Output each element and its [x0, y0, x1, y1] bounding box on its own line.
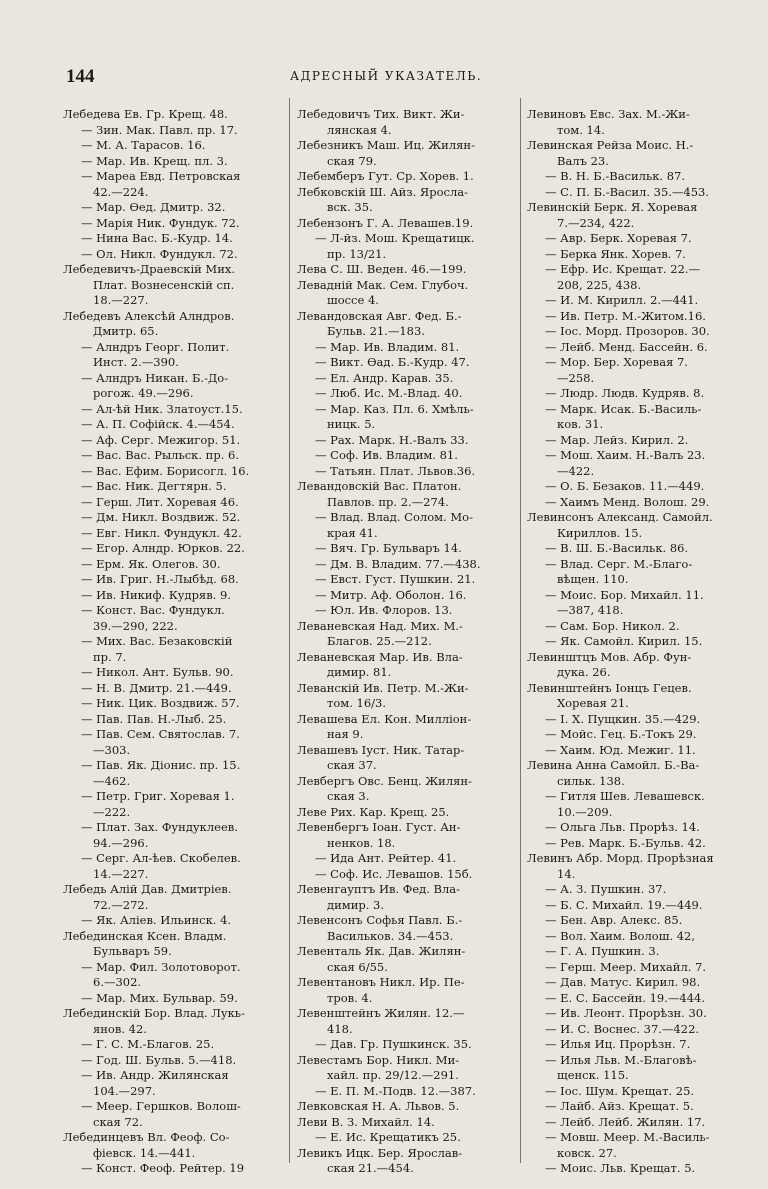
- directory-entry-line: — Никол. Ант. Бульв. 90.: [81, 665, 234, 679]
- directory-entry-line: — Іос. Шум. Крещат. 25.: [545, 1083, 695, 1098]
- directory-entry-line: — Год. Ш. Бульв. 5.—418.: [81, 1052, 237, 1067]
- directory-entry-line: ская 72.: [93, 1114, 143, 1129]
- directory-entry-line: —303.: [93, 742, 131, 757]
- directory-entry-line: — Ефр. Ис. Крещат. 22.—: [545, 262, 701, 276]
- directory-entry-line: фіевск. 14.—441.: [93, 1145, 196, 1160]
- directory-entry-line: Левковская Н. А. Львов. 5.: [297, 1099, 460, 1113]
- directory-entry-line: — Вол. Хаим. Волош. 42,: [545, 928, 696, 943]
- directory-entry-line: 7.—234, 422.: [557, 215, 635, 230]
- directory-entry-line: Левентановъ Никл. Ир. Пе-: [297, 975, 465, 989]
- directory-entry-line: — Влад. Влад. Солом. Мо-: [315, 510, 473, 524]
- directory-entry-line: ковск. 27.: [557, 1145, 617, 1160]
- directory-entry-line: — О. Б. Безаков. 11.—449.: [545, 479, 705, 493]
- directory-entry-line: пр. 13/21.: [327, 246, 387, 261]
- column-divider: [289, 98, 290, 1163]
- directory-entry-line: ная 9.: [327, 727, 364, 741]
- directory-entry-line: — М. А. Тарасов. 16.: [81, 138, 206, 152]
- directory-entry-line: 94.—296.: [93, 835, 149, 850]
- directory-entry-line: дука. 26.: [557, 665, 611, 679]
- directory-entry-line: — Конст. Вас. Фундукл.: [81, 603, 225, 617]
- column-3: [527, 107, 753, 1177]
- directory-entry-line: — Мар. Мих. Бульвар. 59.: [81, 990, 238, 1005]
- directory-entry-line: — Ив. Леонт. Прорѣзн. 30.: [545, 1006, 707, 1020]
- directory-entry-line: — Дав. Гр. Пушкинск. 35.: [315, 1037, 472, 1051]
- directory-entry-line: Лебедь Алій Дав. Дмитріев.: [63, 882, 232, 896]
- directory-entry-line: — Хаим. Юд. Межиг. 11.: [545, 742, 696, 757]
- directory-entry-line: Хоревая 21.: [557, 696, 629, 710]
- directory-entry-line: — Г. А. Пушкин. 3.: [545, 944, 660, 958]
- directory-entry-line: — І. Х. Пущкин. 35.—429.: [545, 711, 701, 726]
- directory-entry-line: —422.: [557, 463, 595, 478]
- directory-entry-line: — Мор. Бер. Хоревая 7.: [545, 355, 688, 369]
- directory-entry-line: Благов. 25.—212.: [327, 634, 432, 648]
- directory-entry-line: Левинсонъ Александ. Самойл.: [527, 510, 713, 524]
- directory-entry-line: Левадній Мак. Сем. Глубоч.: [297, 277, 469, 292]
- directory-entry-line: хайл. пр. 29/12.—291.: [327, 1068, 459, 1082]
- directory-entry-line: 6.—302.: [93, 975, 142, 989]
- directory-entry-line: — Нина Вас. Б.-Кудр. 14.: [81, 231, 233, 245]
- directory-entry-line: —462.: [93, 773, 131, 788]
- directory-entry-line: — А. З. Пушкин. 37.: [545, 882, 667, 896]
- directory-entry-line: — И. М. Кирилл. 2.—441.: [545, 293, 699, 307]
- directory-entry-line: Лебедева Ев. Гр. Крещ. 48.: [63, 107, 228, 121]
- directory-entry-line: 39.—290, 222.: [93, 618, 178, 633]
- directory-entry-line: — Мар. Каз. Пл. 6. Хмѣль-: [315, 401, 474, 416]
- directory-entry-line: — Гитля Шев. Левашевск.: [545, 789, 705, 803]
- directory-entry-line: Бульв. 21.—183.: [327, 324, 425, 338]
- directory-entry-line: янов. 42.: [93, 1021, 147, 1036]
- directory-entry-line: Лебедевичъ-Драевскій Мих.: [63, 262, 236, 276]
- directory-entry-line: — Н. В. Дмитр. 21.—449.: [81, 680, 232, 695]
- directory-entry-line: Кириллов. 15.: [557, 525, 643, 540]
- directory-entry-line: Левандовская Авг. Фед. Б.-: [297, 308, 462, 323]
- directory-entry-line: — Мареа Евд. Петровская: [81, 169, 241, 183]
- directory-entry-line: — Герш. Лит. Хоревая 46.: [81, 494, 239, 509]
- directory-entry-line: — Зин. Мак. Павл. пр. 17.: [81, 122, 238, 137]
- directory-entry-line: димир. 81.: [327, 665, 392, 679]
- directory-entry-line: 14.—227.: [93, 866, 149, 881]
- directory-entry-line: — Берка Янк. Хорев. 7.: [545, 246, 686, 261]
- directory-entry-line: Лебединская Ксен. Владм.: [63, 928, 227, 943]
- directory-entry-line: Лебединскій Бор. Влад. Лукь-: [63, 1006, 245, 1020]
- directory-entry-line: Левина Анна Самойл. Б.-Ва-: [527, 758, 700, 772]
- directory-entry-line: — Марк. Исак. Б.-Василь-: [545, 401, 702, 416]
- directory-entry-line: 18.—227.: [93, 293, 149, 307]
- directory-entry-line: — Конст. Феоф. Рейтер. 19: [81, 1161, 245, 1175]
- directory-entry-line: — Ел. Андр. Карав. 35.: [315, 370, 454, 385]
- directory-entry-line: — Мош. Хаим. Н.-Валъ 23.: [545, 448, 706, 462]
- directory-entry-line: — Лейб. Лейб. Жилян. 17.: [545, 1114, 706, 1129]
- directory-entry-line: Лебедевъ Алексѣй Алндров.: [63, 308, 235, 323]
- directory-entry-line: — Аф. Серг. Межигор. 51.: [81, 432, 241, 447]
- directory-entry-line: Лебединцевъ Вл. Феоф. Со-: [63, 1130, 230, 1144]
- directory-entry-line: шоссе 4.: [327, 293, 379, 307]
- directory-entry-line: Лебедовичъ Тих. Викт. Жи-: [297, 107, 465, 121]
- directory-entry-line: — Як. Аліев. Ильинск. 4.: [81, 913, 232, 927]
- directory-entry-line: Инст. 2.—390.: [93, 355, 179, 369]
- directory-entry-line: — Мих. Вас. Безаковскій: [81, 634, 233, 648]
- directory-entry-line: Левандовскій Вас. Платон.: [297, 479, 462, 493]
- directory-entry-line: Левикъ Ицк. Бер. Ярослав-: [297, 1145, 463, 1160]
- directory-entry-line: — Ол. Никл. Фундукл. 72.: [81, 246, 238, 261]
- directory-entry-line: Лебезникъ Маш. Иц. Жилян-: [297, 138, 475, 152]
- directory-entry-line: — Е. С. Бассейн. 19.—444.: [545, 990, 706, 1005]
- directory-entry-line: — Дм. В. Владим. 77.—438.: [315, 556, 481, 571]
- directory-entry-line: — Люб. Ис. М.-Влад. 40.: [315, 386, 463, 400]
- directory-entry-line: 104.—297.: [93, 1083, 156, 1098]
- directory-entry-line: Леваневская Мар. Ив. Вла-: [297, 649, 463, 664]
- directory-entry-line: Левестамъ Бор. Никл. Ми-: [297, 1052, 460, 1067]
- column-1: [63, 107, 285, 1177]
- column-2: [297, 107, 519, 1177]
- directory-entry-line: — Вас. Вас. Рыльск. пр. 6.: [81, 448, 239, 462]
- directory-entry-line: том. 16/3.: [327, 696, 387, 710]
- directory-entry-line: Левенгауптъ Ив. Фед. Вла-: [297, 882, 461, 896]
- directory-entry-line: — Хаимъ Менд. Волош. 29.: [545, 494, 710, 509]
- directory-entry-line: — Евг. Никл. Фундукл. 42.: [81, 525, 242, 540]
- directory-entry-line: — Ерм. Як. Олегов. 30.: [81, 556, 221, 571]
- directory-entry-line: Левинскій Берк. Я. Хоревая: [527, 200, 698, 214]
- directory-entry-line: димир. 3.: [327, 897, 385, 912]
- directory-entry-line: — Л-йз. Мош. Крещатицк.: [315, 231, 475, 245]
- directory-entry-line: Дмитр. 65.: [93, 324, 159, 338]
- directory-entry-line: Павлов. пр. 2.—274.: [327, 494, 449, 509]
- directory-entry-line: ская 6/55.: [327, 959, 388, 974]
- directory-entry-line: —222.: [93, 804, 131, 819]
- directory-entry-line: — Евст. Густ. Пушкин. 21.: [315, 572, 476, 586]
- directory-entry-line: — Моис. Бор. Михайл. 11.: [545, 587, 704, 602]
- directory-entry-line: Плат. Вознесенскій сп.: [93, 277, 235, 292]
- directory-entry-line: — Мар. Ив. Крещ. пл. 3.: [81, 153, 228, 168]
- directory-entry-line: Левбергъ Овс. Бенц. Жилян-: [297, 773, 472, 788]
- directory-entry-line: 208, 225, 438.: [557, 277, 642, 292]
- directory-entry-line: Лебензонъ Г. А. Левашев.19.: [297, 215, 474, 230]
- directory-entry-line: ненков. 18.: [327, 835, 396, 850]
- directory-entry-line: — И. С. Воснес. 37.—422.: [545, 1021, 700, 1036]
- directory-entry-line: Лева С. Ш. Веден. 46.—199.: [297, 262, 467, 276]
- directory-entry-line: — Пав. Як. Діонис. пр. 15.: [81, 758, 241, 772]
- directory-entry-line: — Ив. Петр. М.-Житом.16.: [545, 308, 706, 323]
- directory-entry-line: — Мовш. Меер. М.-Василь-: [545, 1130, 710, 1144]
- directory-entry-line: — Мар. Өед. Дмитр. 32.: [81, 200, 226, 214]
- directory-entry-line: Леве Рих. Кар. Крещ. 25.: [297, 804, 450, 819]
- directory-entry-line: — Е. Ис. Крещатикъ 25.: [315, 1130, 461, 1144]
- directory-entry-line: Левинская Рейза Моис. Н.-: [527, 138, 694, 152]
- directory-entry-line: ков. 31.: [557, 417, 604, 431]
- directory-entry-line: Левенштейнъ Жилян. 12.—: [297, 1006, 465, 1020]
- directory-entry-line: 10.—209.: [557, 804, 613, 819]
- directory-entry-line: — Ив. Григ. Н.-Лыбѣд. 68.: [81, 572, 239, 586]
- page-header-title: АДРЕСНЫЙ УКАЗАТЕЛЬ.: [290, 69, 483, 83]
- directory-entry-line: — Соф. Ив. Владим. 81.: [315, 448, 458, 462]
- directory-entry-line: щенск. 115.: [557, 1068, 629, 1082]
- directory-entry-line: — Мар. Фил. Золотоворот.: [81, 959, 241, 974]
- column-divider: [520, 98, 521, 1163]
- directory-entry-line: Левашевъ Іуст. Ник. Татар-: [297, 742, 465, 757]
- directory-entry-line: Леванскій Ив. Петр. М.-Жи-: [297, 680, 469, 695]
- directory-entry-line: ская 37.: [327, 758, 377, 772]
- directory-entry-line: — Ал-ѣй Ник. Златоуст.15.: [81, 401, 243, 416]
- directory-entry-line: — Вяч. Гр. Бульваръ 14.: [315, 541, 462, 555]
- directory-entry-line: 418.: [327, 1021, 353, 1036]
- directory-entry-line: — Мар. Ив. Владим. 81.: [315, 339, 460, 354]
- directory-entry-line: Бульваръ 59.: [93, 944, 172, 958]
- directory-entry-line: — Митр. Аф. Оболон. 16.: [315, 587, 467, 602]
- directory-entry-line: — Як. Самойл. Кирил. 15.: [545, 634, 703, 648]
- directory-entry-line: ская 21.—454.: [327, 1161, 414, 1175]
- directory-entry-line: — Соф. Ис. Левашов. 15б.: [315, 866, 473, 881]
- directory-entry-line: — Людр. Людв. Кудряв. 8.: [545, 386, 705, 400]
- directory-entry-line: — Ольга Льв. Прорѣз. 14.: [545, 820, 700, 834]
- directory-entry-line: Леваневская Над. Мих. М.-: [297, 618, 463, 633]
- directory-entry-line: — Герш. Меер. Михайл. 7.: [545, 959, 707, 974]
- directory-entry-line: — Викт. Өад. Б.-Кудр. 47.: [315, 355, 470, 369]
- directory-entry-line: — Лейб. Менд. Бассейн. 6.: [545, 339, 708, 354]
- directory-entry-line: — Ив. Андр. Жилянская: [81, 1068, 229, 1082]
- directory-entry-line: Левенсонъ Софья Павл. Б.-: [297, 913, 463, 927]
- directory-entry-line: — Е. П. М.-Подв. 12.—387.: [315, 1083, 476, 1098]
- directory-entry-line: — Авр. Берк. Хоревая 7.: [545, 231, 692, 245]
- directory-entry-line: — Петр. Григ. Хоревая 1.: [81, 789, 235, 803]
- directory-entry-line: 72.—272.: [93, 897, 149, 912]
- directory-entry-line: Левинштцъ Мов. Абр. Фун-: [527, 649, 692, 664]
- directory-entry-line: — Юл. Ив. Флоров. 13.: [315, 603, 453, 617]
- directory-entry-line: пр. 7.: [93, 649, 127, 664]
- directory-entry-line: — А. П. Софійск. 4.—454.: [81, 417, 235, 431]
- directory-entry-line: — Ник. Цик. Воздвиж. 57.: [81, 696, 240, 710]
- directory-entry-line: — Илья Иц. Прорѣзн. 7.: [545, 1037, 691, 1051]
- directory-entry-line: — В. Ш. Б.-Васильк. 86.: [545, 541, 689, 555]
- directory-entry-line: — Іос. Морд. Прозоров. 30.: [545, 324, 710, 338]
- directory-entry-line: —258.: [557, 370, 595, 385]
- directory-entry-line: Левашева Ел. Кон. Милліон-: [297, 711, 472, 726]
- directory-entry-line: — Ив. Никиф. Кудряв. 9.: [81, 587, 231, 602]
- directory-entry-line: — Татьян. Плат. Львов.36.: [315, 463, 476, 478]
- directory-entry-line: Лебковскій Ш. Айз. Яросла-: [297, 184, 468, 199]
- directory-entry-line: — Марія Ник. Фундук. 72.: [81, 215, 240, 230]
- directory-entry-line: — Алндръ Георг. Полит.: [81, 339, 230, 354]
- directory-entry-line: — Сам. Бор. Никол. 2.: [545, 618, 680, 633]
- directory-entry-line: — Влад. Серг. М.-Благо-: [545, 556, 693, 571]
- directory-entry-line: 42.—224.: [93, 184, 149, 199]
- directory-entry-line: — Вас. Ефим. Борисогл. 16.: [81, 463, 250, 478]
- directory-entry-line: Левинштейнъ Іонцъ Гецев.: [527, 680, 692, 695]
- directory-entry-line: ская 3.: [327, 789, 370, 803]
- directory-entry-line: — Алндръ Никан. Б.-До-: [81, 370, 229, 385]
- directory-entry-line: том. 14.: [557, 122, 605, 137]
- directory-entry-line: Левенталь Як. Дав. Жилян-: [297, 944, 466, 958]
- directory-entry-line: — Ида Ант. Рейтер. 41.: [315, 851, 457, 865]
- directory-entry-line: — Мойс. Гец. Б.-Токъ 29.: [545, 727, 697, 741]
- directory-entry-line: — Б. С. Михайл. 19.—449.: [545, 897, 703, 912]
- directory-entry-line: —387, 418.: [557, 603, 624, 617]
- directory-entry-line: 14.: [557, 866, 576, 881]
- directory-entry-line: вск. 35.: [327, 200, 373, 214]
- directory-entry-line: — Лайб. Айз. Крещат. 5.: [545, 1099, 694, 1113]
- directory-entry-line: Леви В. З. Михайл. 14.: [297, 1114, 435, 1129]
- directory-entry-line: тров. 4.: [327, 990, 373, 1005]
- directory-entry-line: — Рев. Марк. Б.-Бульв. 42.: [545, 835, 706, 850]
- directory-entry-line: — Плат. Зах. Фундуклеев.: [81, 820, 238, 834]
- directory-entry-line: Левинъ Абр. Морд. Прорѣзная: [527, 851, 714, 865]
- directory-entry-line: Левенбергъ Іоан. Густ. Ан-: [297, 820, 461, 834]
- directory-entry-line: — Серг. Ал-ѣев. Скобелев.: [81, 851, 241, 865]
- directory-entry-line: Лебемберъ Гут. Ср. Хорев. 1.: [297, 169, 474, 183]
- directory-entry-line: — Вас. Ник. Дегтярн. 5.: [81, 479, 227, 493]
- directory-entry-line: Левиновъ Евс. Зах. М.-Жи-: [527, 107, 690, 121]
- directory-entry-line: — Мар. Лейз. Кирил. 2.: [545, 432, 689, 447]
- directory-entry-line: Валъ 23.: [557, 153, 609, 168]
- page-number: 144: [66, 66, 95, 87]
- directory-entry-line: рогож. 49.—296.: [93, 386, 194, 400]
- directory-entry-line: — Пав. Пав. Н.-Лыб. 25.: [81, 711, 227, 726]
- directory-entry-line: — Моис. Льв. Крещат. 5.: [545, 1161, 696, 1175]
- directory-entry-line: — Меер. Гершков. Волош-: [81, 1099, 241, 1113]
- directory-entry-line: — Рах. Марк. Н.-Валъ 33.: [315, 432, 469, 447]
- directory-entry-line: сильк. 138.: [557, 773, 625, 788]
- directory-entry-line: ская 79.: [327, 153, 377, 168]
- directory-entry-line: — Дав. Матус. Кирил. 98.: [545, 975, 701, 989]
- directory-entry-line: — Илья Льв. М.-Благовѣ-: [545, 1052, 697, 1067]
- directory-entry-line: — Пав. Сем. Святослав. 7.: [81, 727, 240, 741]
- directory-entry-line: вѣщен. 110.: [557, 572, 629, 586]
- directory-entry-line: — Бен. Авр. Алекс. 85.: [545, 913, 683, 927]
- directory-entry-line: ницк. 5.: [327, 417, 376, 431]
- directory-entry-line: края 41.: [327, 525, 378, 540]
- directory-entry-line: лянская 4.: [327, 122, 392, 137]
- directory-entry-line: Васильков. 34.—453.: [327, 928, 454, 943]
- directory-entry-line: — Дм. Никл. Воздвиж. 52.: [81, 510, 241, 524]
- directory-entry-line: — С. П. Б.-Васил. 35.—453.: [545, 184, 710, 199]
- directory-entry-line: — В. Н. Б.-Васильк. 87.: [545, 169, 686, 183]
- directory-entry-line: — Егор. Алндр. Юрков. 22.: [81, 541, 245, 555]
- directory-entry-line: — Г. С. М.-Благов. 25.: [81, 1037, 215, 1051]
